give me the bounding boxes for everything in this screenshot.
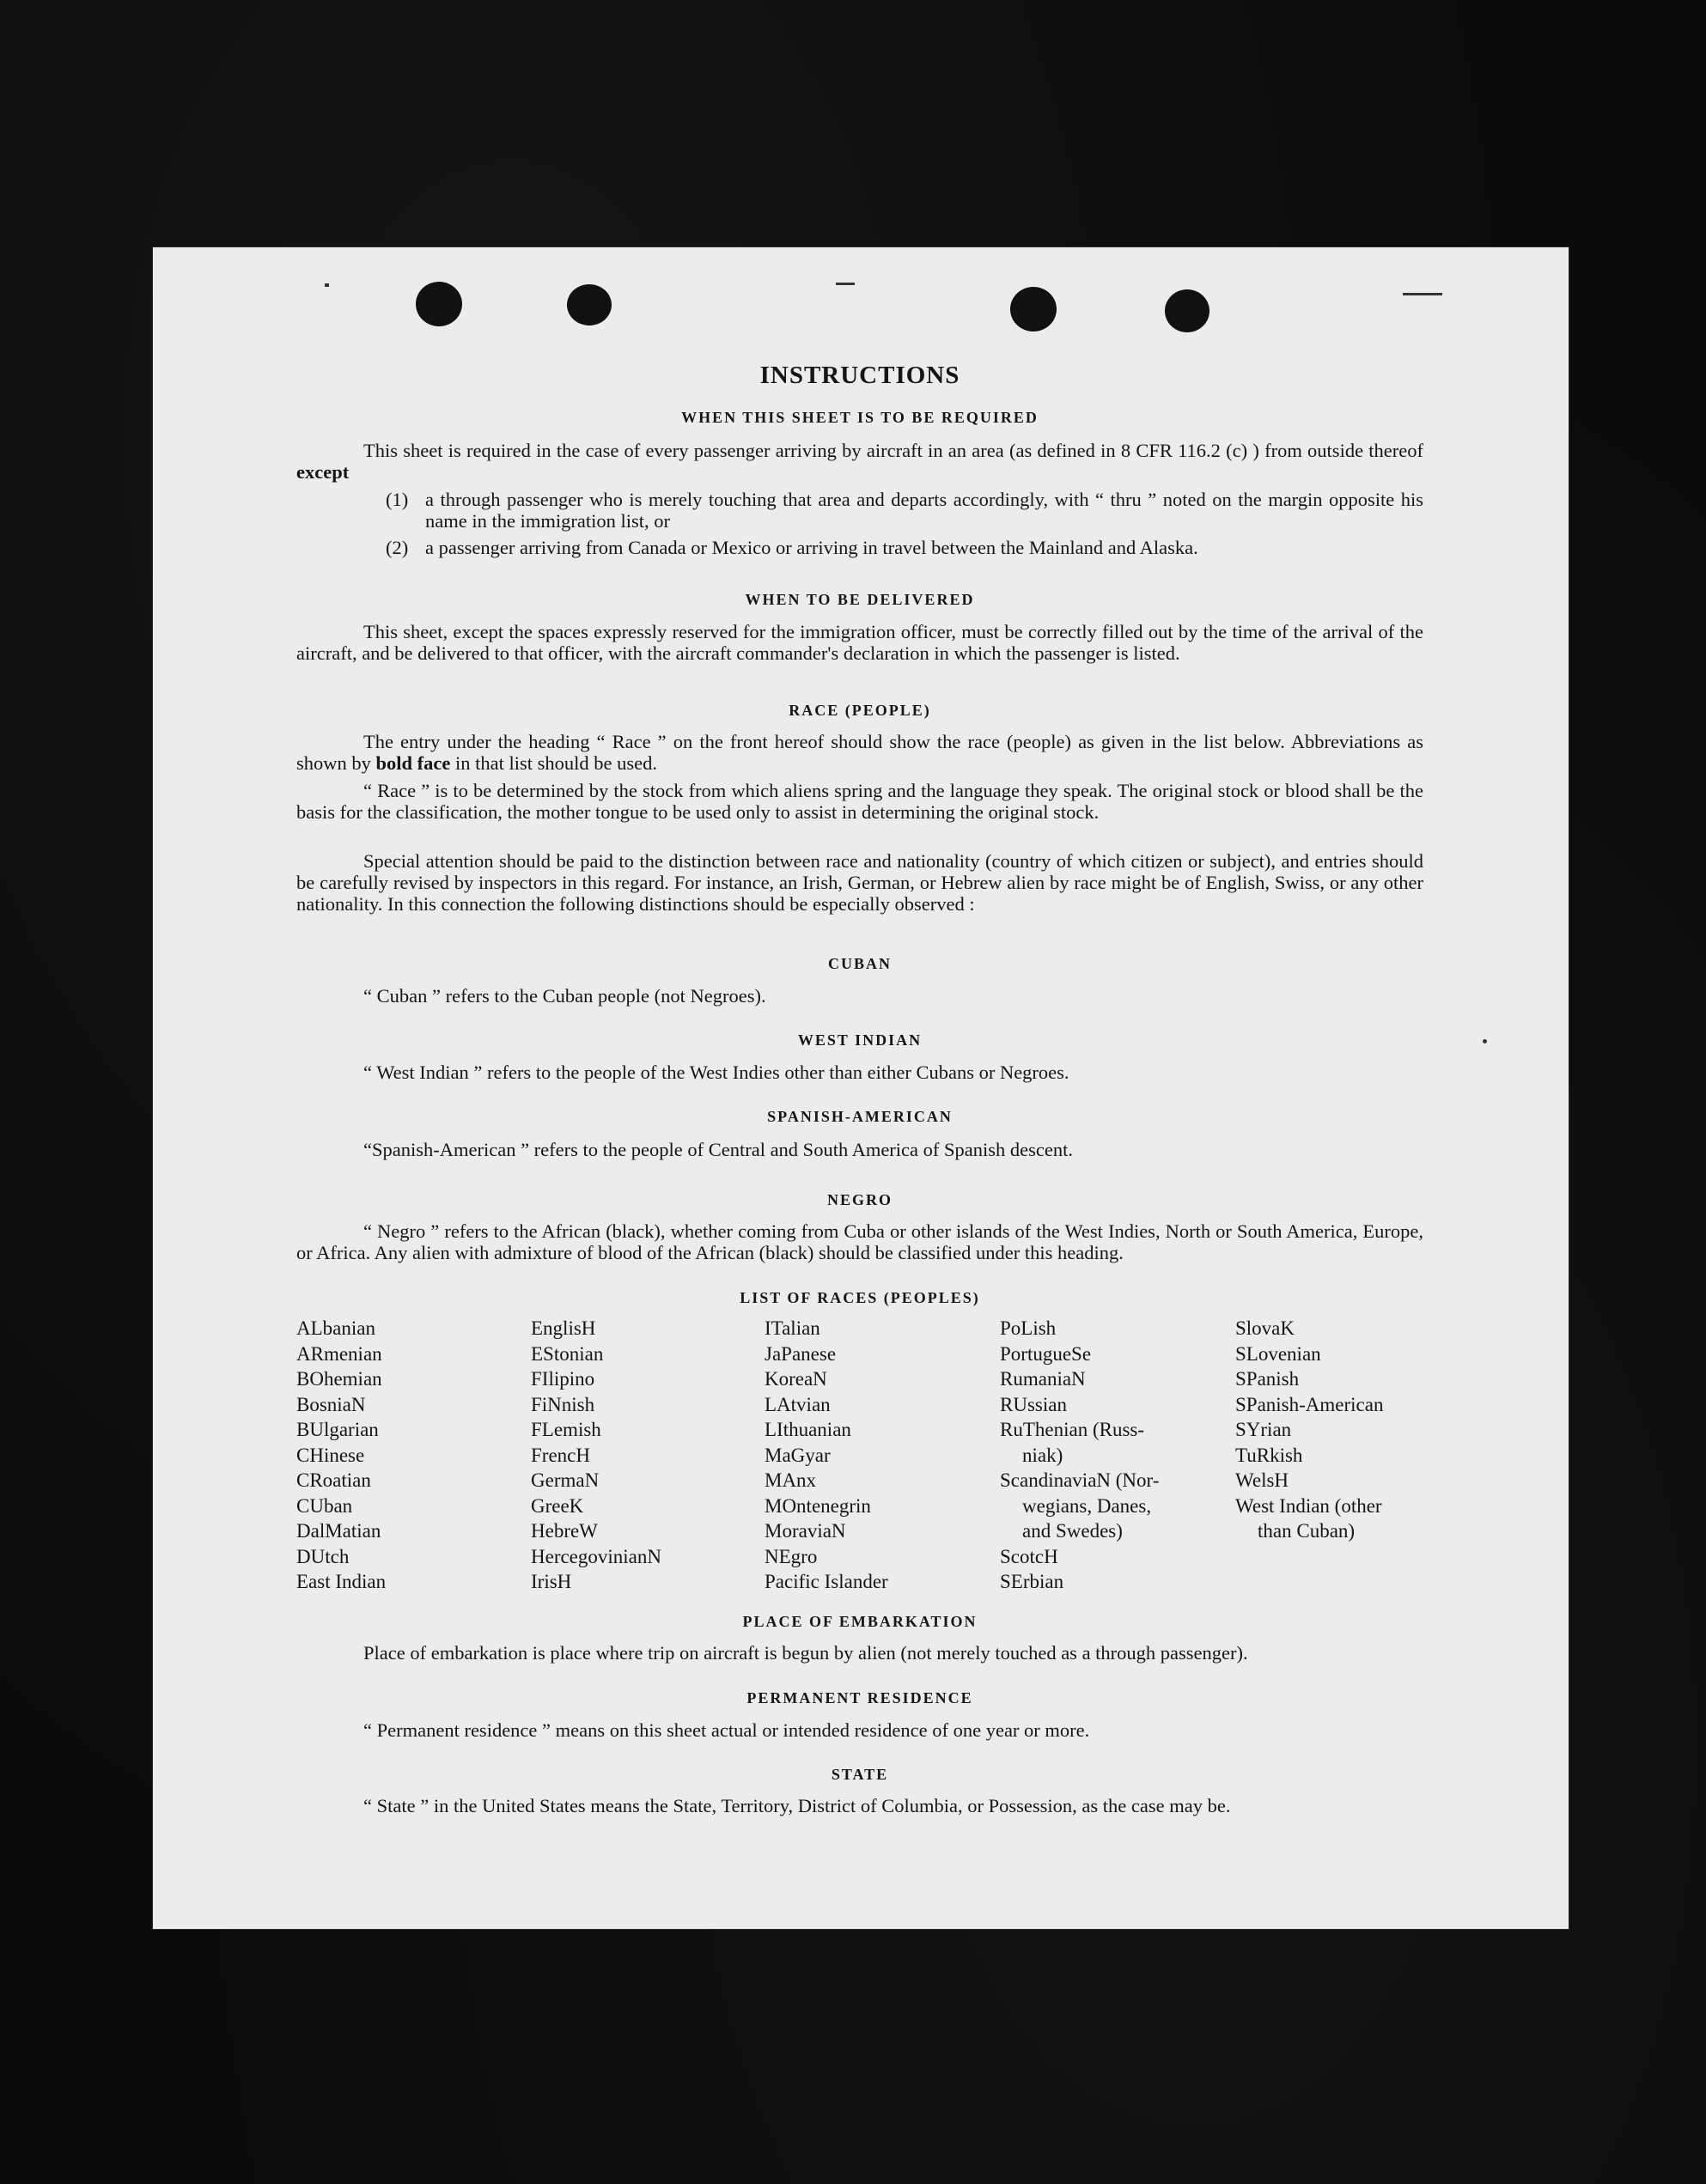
race-entry: LAtvian bbox=[765, 1393, 831, 1415]
heading-spanish-american: SPANISH-AMERICAN bbox=[767, 1108, 953, 1125]
race-entry: LIthuanian bbox=[765, 1419, 851, 1440]
race-entry: GreeK bbox=[531, 1494, 584, 1517]
punch-hole-1 bbox=[416, 282, 462, 326]
scan-speck bbox=[325, 283, 329, 287]
punch-hole-4 bbox=[1165, 289, 1209, 332]
when-delivered-text bbox=[296, 621, 1423, 664]
scan-speck bbox=[1483, 1039, 1487, 1043]
negro-text bbox=[296, 1220, 1423, 1263]
race-paragraph-1 bbox=[296, 731, 1423, 774]
west-indian-body: “ West Indian ” refers to the people of the West Indies other than either Cubans or Negroes. bbox=[363, 1062, 1069, 1083]
races-column-4 bbox=[1000, 1316, 1159, 1595]
race-entry: PoLish bbox=[1000, 1317, 1057, 1339]
race-p1-text: The entry under the heading “ Race ” on the front hereof should show the race (people) as given in the list below. Abbreviations as shown by bbox=[296, 731, 1423, 774]
race-entry: EnglisH bbox=[531, 1317, 596, 1339]
race-entry: NEgro bbox=[765, 1545, 818, 1567]
heading-residence: PERMANENT RESIDENCE bbox=[746, 1689, 973, 1706]
heading-negro: NEGRO bbox=[826, 1191, 893, 1208]
heading-embarkation: PLACE OF EMBARKATION bbox=[742, 1613, 978, 1630]
race-entry: EStonian bbox=[531, 1342, 604, 1365]
embarkation-body: Place of embarkation is place where trip on aircraft is begun by alien (not merely touched as a through passenger). bbox=[363, 1642, 1248, 1664]
race-entry: BOhemian bbox=[296, 1368, 382, 1390]
when-delivered-body: This sheet, except the spaces expressly reserved for the immigration officer, must be correctly filled out by the time of the arrival of the aircraft, and be delivered to that officer, with the aircraft commander's declaration in which the passenger is listed. bbox=[296, 621, 1423, 664]
race-entry: SPanish-American bbox=[1235, 1393, 1384, 1415]
race-entry: CRoatian bbox=[296, 1469, 371, 1491]
race-entry: DUtch bbox=[296, 1545, 350, 1567]
race-entry: FrencH bbox=[531, 1444, 590, 1466]
page-title: INSTRUCTIONS bbox=[759, 362, 960, 389]
heading-west-indian: WEST INDIAN bbox=[797, 1031, 923, 1049]
race-p3-text: Special attention should be paid to the distinction between race and nationality (country of which citizen or subject), and entries should be carefully revised by inspectors in this regard. For instance, an Irish, German, or Hebrew alien by race might be of English, Swiss, or any other nationality. In this connection the following distinctions should be especially observed : bbox=[296, 850, 1423, 915]
race-paragraph-3 bbox=[296, 850, 1423, 915]
race-entry: CUban bbox=[296, 1494, 353, 1517]
exception-item-2-text: a passenger arriving from Canada or Mexico or arriving in travel between the Mainland and Alaska. bbox=[425, 537, 1198, 558]
race-entry: ScotcH bbox=[1000, 1545, 1058, 1567]
race-entry: SLovenian bbox=[1235, 1342, 1321, 1365]
race-entry-continuation: than Cuban) bbox=[1258, 1520, 1356, 1542]
race-entry: SlovaK bbox=[1235, 1317, 1295, 1339]
races-column-1 bbox=[296, 1316, 386, 1595]
race-entry: Pacific Islander bbox=[765, 1571, 888, 1592]
races-column-3 bbox=[765, 1316, 888, 1595]
race-entry: ScandinaviaN (Nor- bbox=[1000, 1469, 1160, 1491]
race-p2-text: “ Race ” is to be determined by the stock from which aliens spring and the language they speak. The original stock or blood shall be the basis for the classification, the mother tongue to be used only to assist in determining the original stock. bbox=[296, 780, 1423, 823]
race-entry: ITalian bbox=[765, 1317, 820, 1339]
cuban-body: “ Cuban ” refers to the Cuban people (not Negroes). bbox=[363, 985, 766, 1007]
instruction-sheet bbox=[153, 247, 1569, 1929]
race-entry: RUssian bbox=[1000, 1393, 1067, 1415]
race-entry: KoreaN bbox=[765, 1368, 827, 1390]
negro-body: “ Negro ” refers to the African (black), whether coming from Cuba or other islands of the West Indies, North or South America, Europe, or Africa. Any alien with admixture of blood of the African (black) should be classified under this heading. bbox=[296, 1220, 1423, 1263]
west-indian-text bbox=[296, 1062, 1423, 1083]
race-entry: FIlipino bbox=[531, 1368, 595, 1390]
when-required-intro bbox=[296, 440, 1423, 483]
residence-body: “ Permanent residence ” means on this sheet actual or intended residence of one year or more. bbox=[363, 1719, 1090, 1741]
when-required-except: except bbox=[296, 461, 350, 483]
race-entry: MOntenegrin bbox=[765, 1494, 871, 1517]
heading-when-required: WHEN THIS SHEET IS TO BE REQUIRED bbox=[681, 409, 1039, 426]
punch-hole-2 bbox=[567, 284, 612, 325]
races-column-5 bbox=[1235, 1316, 1383, 1544]
race-paragraph-2 bbox=[296, 780, 1423, 823]
race-entry: GermaN bbox=[531, 1469, 600, 1491]
race-entry: WelsH bbox=[1235, 1469, 1289, 1491]
race-entry: CHinese bbox=[296, 1444, 365, 1466]
heading-race: RACE (PEOPLE) bbox=[789, 702, 931, 719]
spanish-american-text bbox=[296, 1139, 1423, 1160]
race-entry: TuRkish bbox=[1235, 1444, 1303, 1466]
race-entry-continuation: wegians, Danes, bbox=[1022, 1494, 1152, 1517]
scan-speck bbox=[836, 283, 855, 285]
race-entry: DalMatian bbox=[296, 1520, 381, 1542]
race-entry-continuation: niak) bbox=[1022, 1444, 1063, 1466]
race-entry: RuThenian (Russ- bbox=[1000, 1419, 1145, 1440]
race-entry: ARmenian bbox=[296, 1342, 382, 1365]
race-entry: SYrian bbox=[1235, 1419, 1292, 1440]
state-body: “ State ” in the United States means the State, Territory, District of Columbia, or Possession, as the case may be. bbox=[363, 1795, 1231, 1816]
exception-item-2 bbox=[386, 537, 1423, 558]
race-entry: SErbian bbox=[1000, 1571, 1064, 1592]
race-entry: FLemish bbox=[531, 1419, 601, 1440]
state-text bbox=[296, 1795, 1423, 1816]
heading-list-of-races: LIST OF RACES (PEOPLES) bbox=[740, 1289, 980, 1306]
heading-state: STATE bbox=[831, 1766, 889, 1783]
heading-cuban: CUBAN bbox=[827, 955, 892, 972]
race-entry: MaGyar bbox=[765, 1444, 831, 1466]
heading-when-delivered: WHEN TO BE DELIVERED bbox=[745, 591, 975, 608]
race-entry: West Indian (other bbox=[1235, 1494, 1382, 1517]
race-entry: PortugueSe bbox=[1000, 1342, 1092, 1365]
race-entry: BUlgarian bbox=[296, 1419, 379, 1440]
race-entry: ALbanian bbox=[296, 1317, 375, 1339]
race-entry: JaPanese bbox=[765, 1342, 837, 1365]
exception-item-1 bbox=[386, 489, 1423, 532]
race-entry: HebreW bbox=[531, 1520, 598, 1542]
race-entry: East Indian bbox=[296, 1571, 387, 1592]
race-entry: MAnx bbox=[765, 1469, 817, 1491]
race-entry-continuation: and Swedes) bbox=[1022, 1520, 1123, 1542]
race-p1-end: in that list should be used. bbox=[455, 752, 658, 774]
race-entry: SPanish bbox=[1235, 1368, 1300, 1390]
scan-speck bbox=[1403, 293, 1442, 295]
race-entry: FiNnish bbox=[531, 1393, 595, 1415]
exception-item-2-number: (2) bbox=[386, 537, 409, 558]
cuban-text bbox=[296, 985, 1423, 1007]
race-entry: HercegovinianN bbox=[531, 1545, 661, 1567]
race-entry: BosniaN bbox=[296, 1393, 366, 1415]
spanish-american-body: “Spanish-American ” refers to the people of Central and South America of Spanish descent. bbox=[363, 1139, 1073, 1160]
residence-text bbox=[296, 1719, 1423, 1741]
race-entry: MoraviaN bbox=[765, 1520, 846, 1542]
race-p1-bold: bold face bbox=[375, 752, 451, 774]
embarkation-text bbox=[296, 1642, 1423, 1664]
punch-hole-3 bbox=[1010, 287, 1057, 332]
race-entry: RumaniaN bbox=[1000, 1368, 1086, 1390]
races-list bbox=[296, 1316, 1423, 1592]
when-required-intro-text: This sheet is required in the case of every passenger arriving by aircraft in an area (as defined in 8 CFR 116.2 (c) ) from outside thereof bbox=[363, 440, 1423, 461]
races-column-2 bbox=[531, 1316, 661, 1595]
exception-item-1-number: (1) bbox=[386, 489, 409, 510]
race-entry: IrisH bbox=[531, 1571, 572, 1592]
exception-item-1-text: a through passenger who is merely touching that area and departs accordingly, with “ thru ” noted on the margin opposite his name in the immigration list, or bbox=[425, 489, 1423, 532]
